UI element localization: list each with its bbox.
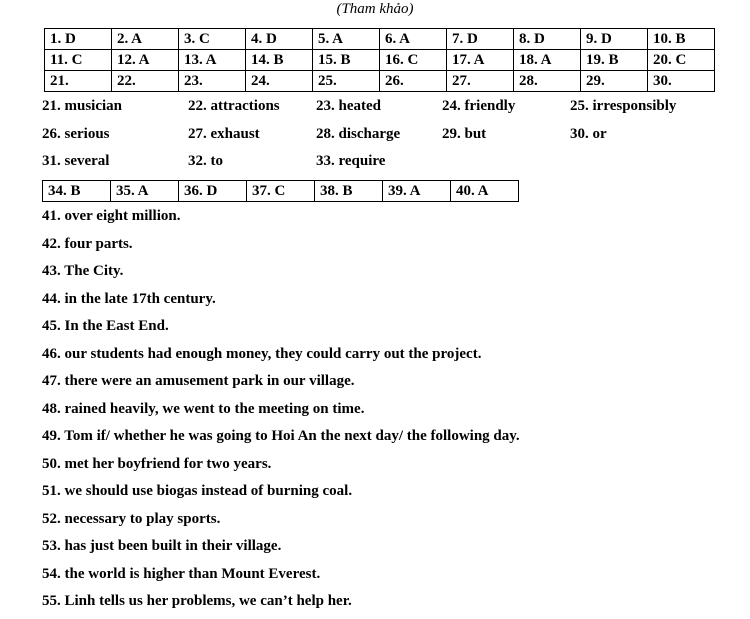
word-answer: 27. exhaust: [188, 125, 260, 142]
grid-row: [45, 50, 715, 71]
grid-cell: 28.: [514, 71, 581, 92]
grid-row: [43, 181, 519, 202]
grid-cell: 19. B: [581, 50, 648, 71]
answer-line: 44. in the late 17th century.: [42, 290, 216, 307]
word-answer: 23. heated: [316, 98, 381, 114]
grid-cell: 2. A: [112, 29, 179, 50]
grid-cell: 15. B: [313, 50, 380, 71]
answer-grid-1-30: [44, 28, 715, 92]
answer-line: 48. rained heavily, we went to the meeting on time.: [42, 400, 365, 417]
word-answer: 26. serious: [42, 125, 110, 142]
word-answer: 29. but: [442, 125, 487, 142]
word-answer: 21. musician: [42, 98, 123, 114]
grid-cell: 17. A: [447, 50, 514, 71]
grid-cell: 38. B: [315, 181, 383, 202]
grid-cell: 35. A: [111, 181, 179, 202]
answer-line: 51. we should use biogas instead of burning coal.: [42, 483, 353, 499]
word-answer: 22. attractions: [188, 98, 280, 114]
word-answer: 33. require: [316, 153, 386, 169]
grid-cell: 1. D: [45, 29, 112, 50]
word-answer: 24. friendly: [442, 98, 516, 114]
word-answer: 25. irresponsibly: [570, 98, 677, 114]
grid-cell: 3. C: [179, 29, 246, 50]
grid-row: [45, 29, 715, 50]
answer-line: 52. necessary to play sports.: [42, 510, 221, 527]
grid-cell: 29.: [581, 71, 648, 92]
grid-cell: 22.: [112, 71, 179, 92]
grid-cell: 8. D: [514, 29, 581, 50]
grid-cell: 14. B: [246, 50, 313, 71]
grid-cell: 25.: [313, 71, 380, 92]
grid-cell: 30.: [648, 71, 715, 92]
grid-cell: 26.: [380, 71, 447, 92]
grid-cell: 34. B: [43, 181, 111, 202]
answer-line: 43. The City.: [42, 263, 124, 279]
word-answer: 28. discharge: [316, 125, 401, 142]
grid-cell: 10. B: [648, 29, 715, 50]
answer-grid-34-40: [42, 180, 519, 202]
answer-line: 41. over eight million.: [42, 208, 181, 224]
grid-cell: 39. A: [383, 181, 451, 202]
grid-cell: 4. D: [246, 29, 313, 50]
sentence-answers: [42, 206, 742, 619]
answer-line: 55. Linh tells us her problems, we can’t help her.: [42, 593, 352, 609]
grid-cell: 6. A: [380, 29, 447, 50]
answer-line: 54. the world is higher than Mount Everest.: [42, 565, 321, 582]
grid-cell: 12. A: [112, 50, 179, 71]
grid-cell: 20. C: [648, 50, 715, 71]
grid-cell: 5. A: [313, 29, 380, 50]
grid-row: [45, 71, 715, 92]
answer-line: 49. Tom if/ whether he was going to Hoi An the next day/ the following day.: [42, 428, 520, 444]
answer-line: 47. there were an amusement park in our village.: [42, 373, 355, 389]
grid-cell: 24.: [246, 71, 313, 92]
word-row: [42, 151, 742, 179]
grid-cell: 13. A: [179, 50, 246, 71]
word-form-answers: [42, 96, 742, 179]
grid-cell: 21.: [45, 71, 112, 92]
grid-cell: 40. A: [451, 181, 519, 202]
answer-line: 45. In the East End.: [42, 318, 169, 334]
answer-line: 42. four parts.: [42, 235, 133, 252]
word-answer: 31. several: [42, 153, 110, 169]
grid-cell: 9. D: [581, 29, 648, 50]
grid-cell: 23.: [179, 71, 246, 92]
grid-cell: 36. D: [179, 181, 247, 202]
answer-line: 50. met her boyfriend for two years.: [42, 455, 272, 472]
grid-cell: 16. C: [380, 50, 447, 71]
grid-cell: 37. C: [247, 181, 315, 202]
word-row: [42, 96, 742, 124]
grid-cell: 27.: [447, 71, 514, 92]
word-answer: 32. to: [188, 153, 223, 169]
word-row: [42, 124, 742, 152]
caption: (Tham khảo): [336, 1, 414, 17]
grid-cell: 11. C: [45, 50, 112, 71]
word-answer: 30. or: [570, 125, 607, 142]
answer-line: 53. has just been built in their village.: [42, 538, 282, 554]
grid-cell: 7. D: [447, 29, 514, 50]
grid-cell: 18. A: [514, 50, 581, 71]
answer-line: 46. our students had enough money, they could carry out the project.: [42, 345, 482, 362]
